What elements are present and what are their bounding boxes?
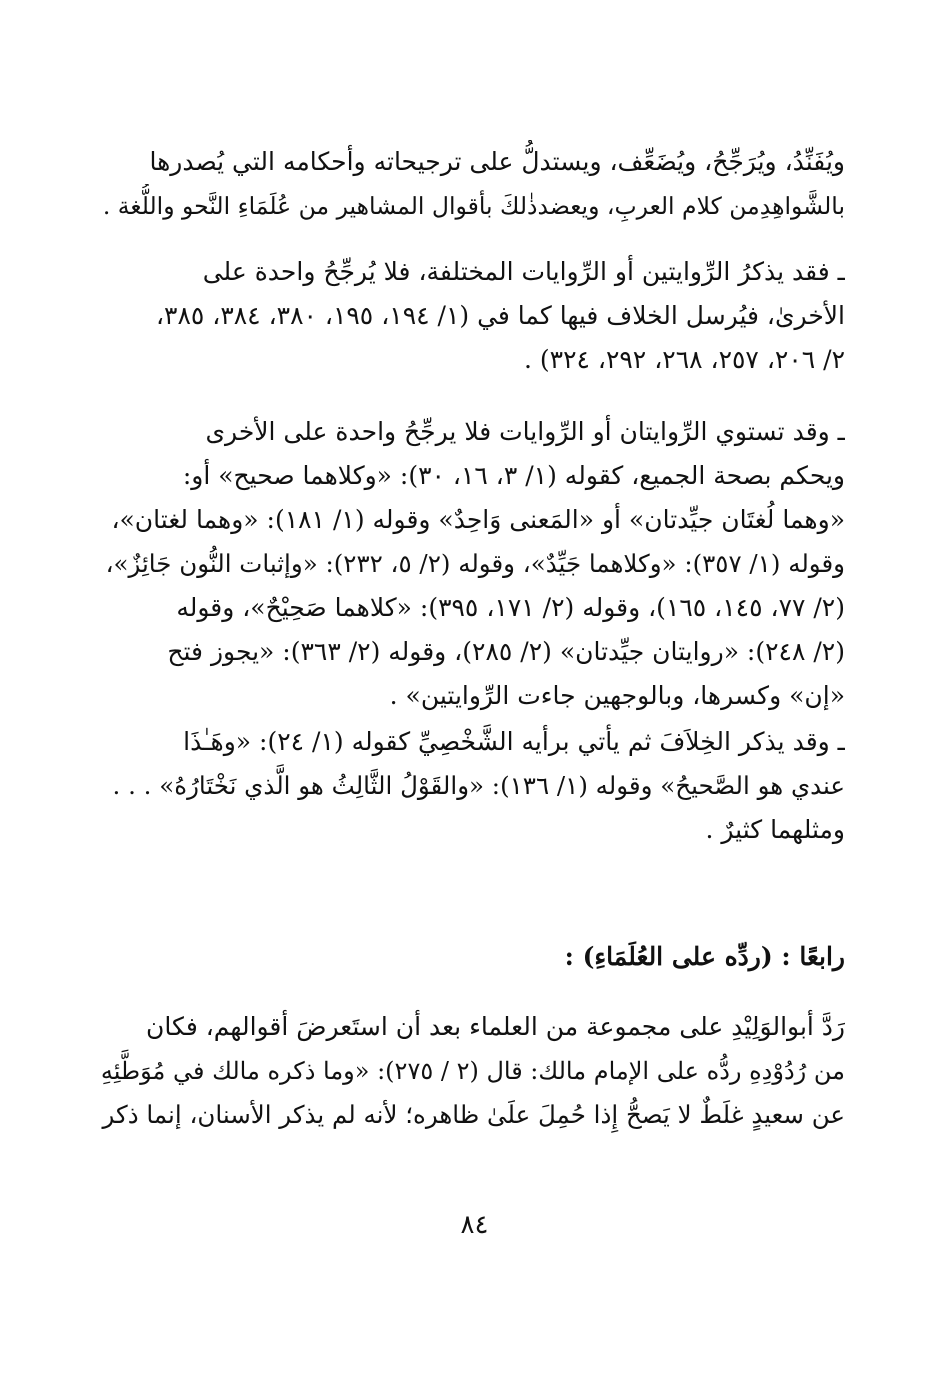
- text-line: الأخرىٰ، فيُرسل الخلاف فيها كما في (١/ ١٩٤، ١٩٥، ٣٨٠، ٣٨٤، ٣٨٥،: [155, 301, 845, 330]
- text-line: رَدَّ أبوالوَلِيْدِ على مجموعة من العلماء بعد أن استَعرضَ أقوالهم، فكان: [146, 1012, 845, 1041]
- text-line: ومثلهما كثيرٌ .: [705, 815, 845, 844]
- paragraph-3: [100, 410, 845, 718]
- text-line: ٢/ ٢٠٦، ٢٥٧، ٢٦٨، ٢٩٢، ٣٢٤) .: [523, 345, 845, 374]
- text-line: عندي هو الصَّحيحُ» وقوله (١/ ١٣٦): «والقَوْلُ الثَّالِثُ هو الَّذي نَخْتَارُهُ» . . .: [112, 771, 845, 800]
- text-line: وقوله (١/ ٣٥٧): «وكلاهما جَيِّدٌ»، وقوله (٢/ ٥، ٢٣٢): «وإثبات النُّون جَائِزٌ»،: [105, 549, 845, 578]
- text-line: (٢/ ٧٧، ١٤٥، ١٦٥)، وقوله (٢/ ١٧١، ٣٩٥): «كلاهما صَحِيْحٌ»، وقوله: [176, 593, 845, 622]
- text-line: من رُدُوْدِهِ ردُّه على الإمام مالك: قال (٢ / ٢٧٥): «وما ذكره مالك في مُوَطَّئِهِ: [100, 1057, 845, 1085]
- text-line: ويُفَنِّدُ، ويُرَجِّحُ، ويُضَعِّف، ويستدلُّ على ترجيحاته وأحكامه التي يُصدرها: [149, 147, 845, 176]
- page-number: ٨٤: [460, 1210, 489, 1240]
- paragraph-5: [100, 1005, 845, 1137]
- text-line: ـ وقد يذكر الخِلاَفَ ثم يأتي برأيه الشَّخْصِيِّ كقوله (١/ ٢٤): «وهَـٰذَا: [183, 727, 845, 756]
- paragraph-2: [100, 250, 845, 382]
- text-line: عن سعيدٍ غلَطٌ لا يَصحُّ إِذا حُمِلَ علَىٰ ظاهره؛ لأنه لم يذكر الأسنان، إنما ذكر: [102, 1100, 845, 1129]
- text-line: ـ فقد يذكرُ الرِّوايتين أو الرِّوايات المختلفة، فلا يُرجِّحُ واحدة على: [202, 257, 845, 286]
- text-line: بالشَّواهِدِمن كلام العربِ، ويعضدذٰلكَ بأقوال المشاهير من عُلَمَاءِ النَّحو واللُّغة .: [102, 192, 845, 220]
- text-line: «إن» وكسرها، وبالوجهين جاءت الرِّوايتين» .: [389, 681, 845, 710]
- text-line: ـ وقد تستوي الرِّوايتان أو الرِّوايات فلا يرجِّحُ واحدة على الأخرى: [205, 417, 845, 446]
- paragraph-1: [100, 140, 845, 228]
- section-heading: رابعًا : (ردِّه على العُلَمَاءِ) :: [564, 942, 845, 971]
- paragraph-4: [100, 720, 845, 852]
- text-line: ويحكم بصحة الجميع، كقوله (١/ ٣، ١٦، ٣٠): «وكلاهما صحيح» أو:: [182, 461, 845, 490]
- text-line: (٢/ ٢٤٨): «روايتان جيِّدتان» (٢/ ٢٨٥)، وقوله (٢/ ٣٦٣): «يجوز فتح: [167, 637, 845, 666]
- text-line: «وهما لُغتَان جيِّدتان» أو «المَعنى وَاحِدٌ» وقوله (١/ ١٨١): «وهما لغتان»،: [111, 505, 845, 534]
